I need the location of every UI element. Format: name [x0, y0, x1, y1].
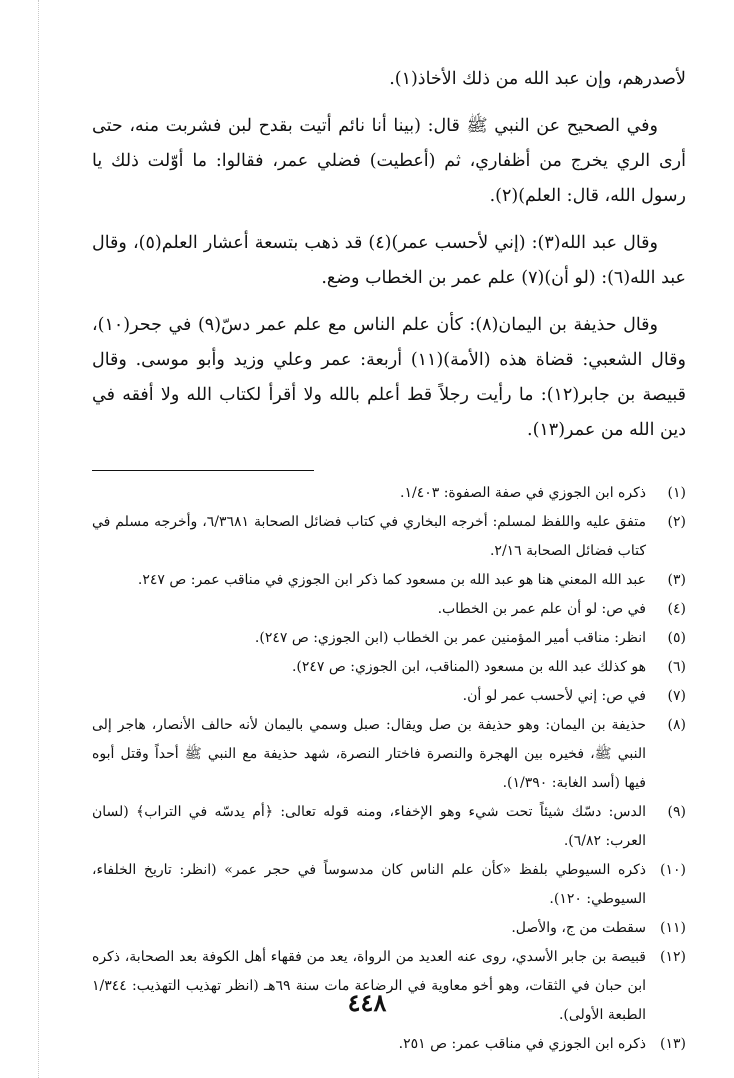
footnote-8	[92, 711, 686, 798]
footnote-1	[92, 479, 686, 508]
footnote-text: سقطت من ج، والأصل.	[511, 920, 646, 936]
footnote-10	[92, 856, 686, 914]
footnote-text: ذكره ابن الجوزي في مناقب عمر: ص ٢٥١.	[398, 1036, 646, 1052]
footnote-text: متفق عليه واللفظ لمسلم: أخرجه البخاري في كتاب فضائل الصحابة ٦/٣٦٨١، وأخرجه مسلم في كتاب فضائل الصحابة ٢/١٦.	[92, 514, 646, 559]
footnote-number: (١١)	[660, 920, 686, 936]
footnote-13	[92, 1030, 686, 1059]
footnote-text: هو كذلك عبد الله بن مسعود (المناقب، ابن الجوزي: ص ٢٤٧).	[291, 659, 646, 675]
paragraph-4: وقال حذيفة بن اليمان(٨): كأن علم الناس مع علم عمر دسّ(٩) في جحر(١٠)، وقال الشعبي: قضاة هذه (الأمة)(١١) أربعة: عمر وعلي وزيد وأبو موسى. وقال قبيصة بن جابر(١٢): ما رأيت رجلاً قط أعلم بالله ولا أقرأ لكتاب الله ولا أفقه في دين الله من عمر(١٣).	[92, 315, 687, 440]
footnote-text: حذيفة بن اليمان: وهو حذيفة بن صل ويقال: صبل وسمي باليمان لأنه حالف الأنصار، هاجر إلى النبي ﷺ، فخيره بين الهجرة والنصرة فاختار النصرة، شهد حذيفة مع النبي ﷺ أحداً وقتل أبوه فيها (أسد الغابة: ١/٣٩٠).	[92, 717, 646, 791]
footnote-number: (١)	[667, 485, 686, 501]
footnote-number: (٩)	[667, 804, 686, 820]
footnote-3	[92, 566, 686, 595]
footnote-7	[92, 682, 686, 711]
paragraph-3: وقال عبد الله(٣): (إني لأحسب عمر)(٤) قد ذهب بتسعة أعشار العلم(٥)، وقال عبد الله(٦): (لو أن)(٧) علم عمر بن الخطاب وضع.	[92, 233, 686, 288]
footnote-5	[92, 624, 686, 653]
footnote-text: ذكره ابن الجوزي في صفة الصفوة: ١/٤٠٣.	[400, 485, 646, 501]
footnote-number: (١٠)	[660, 862, 686, 878]
footnotes-list	[92, 479, 686, 1059]
footnote-number: (٨)	[667, 717, 686, 733]
page-number: ٤٤٨	[347, 988, 387, 1017]
footnote-4	[92, 595, 686, 624]
footnote-9	[92, 798, 686, 856]
footnote-number: (٦)	[667, 659, 686, 675]
footnote-11	[92, 914, 686, 943]
paragraph-1: لأصدرهم، وإن عبد الله من ذلك الأخاذ(١).	[389, 69, 686, 89]
footnote-text: ذكره السيوطي بلفظ «كأن علم الناس كان مدسوساً في حجر عمر» (انظر: تاريخ الخلفاء، السيوطي: ١٢٠).	[92, 862, 646, 907]
footnote-text: عبد الله المعني هنا هو عبد الله بن مسعود كما ذكر ابن الجوزي في مناقب عمر: ص ٢٤٧.	[137, 572, 646, 588]
footnote-2	[92, 508, 686, 566]
footnote-text: في ص: لو أن علم عمر بن الخطاب.	[437, 601, 646, 617]
footnote-number: (١٢)	[660, 949, 686, 965]
footnote-number: (٣)	[667, 572, 686, 588]
footnote-separator	[92, 470, 314, 471]
paragraph-2: وفي الصحيح عن النبي ﷺ قال: (بينا أنا نائم أتيت بقدح لبن فشربت منه، حتى أرى الري يخرج من أظفاري، ثم (أعطيت) فضلي عمر، فقالوا: ما أوّلت ذلك يا رسول الله، قال: العلم)(٢).	[92, 116, 686, 206]
footnote-number: (٤)	[667, 601, 686, 617]
footnote-text: انظر: مناقب أمير المؤمنين عمر بن الخطاب (ابن الجوزي: ص ٢٤٧).	[254, 630, 646, 646]
gutter-line	[38, 0, 39, 1078]
footnote-text: قبيصة بن جابر الأسدي، روى عنه العديد من الرواة، يعد من فقهاء أهل الكوفة بعد الصحابة، ذكره ابن حبان في الثقات، وهو أخو معاوية في الرضاعة مات سنة ٦٩هـ (انظر تهذيب التهذيب: ١/٣٤٤ الطبعة الأولى).	[92, 949, 646, 1023]
footnote-text: في ص: إني لأحسب عمر لو أن.	[462, 688, 646, 704]
footnote-number: (٢)	[667, 514, 686, 530]
main-text	[92, 62, 686, 448]
footnote-6	[92, 653, 686, 682]
footnote-number: (١٣)	[660, 1036, 686, 1052]
footnote-number: (٧)	[667, 688, 686, 704]
footnote-text: الدس: دسّك شيئاً تحت شيء وهو الإخفاء، ومنه قوله تعالى: ﴿أم يدسّه في التراب﴾ (لسان العرب: ٦/٨٢).	[92, 804, 646, 849]
footnote-number: (٥)	[667, 630, 686, 646]
